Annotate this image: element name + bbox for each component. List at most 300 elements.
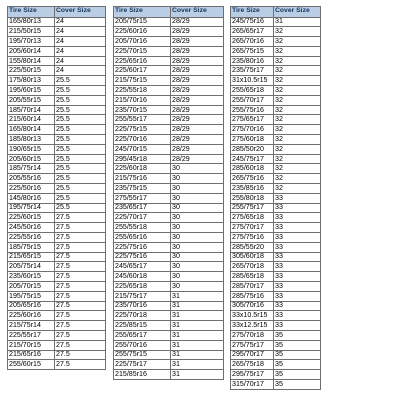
tire-size-cell: 235/75r15	[114, 184, 171, 194]
cover-size-cell: 31	[171, 360, 224, 370]
table-row	[231, 56, 321, 66]
table-row	[8, 311, 106, 321]
cover-size-cell: 32	[274, 125, 321, 135]
cover-size-cell: 30	[171, 184, 224, 194]
tire-size-cell: 245/65r17	[114, 262, 171, 272]
tire-size-cell: 195/70r13	[8, 37, 55, 47]
tire-size-cell: 225/60r18	[114, 164, 171, 174]
cover-size-cell: 28/29	[171, 56, 224, 66]
table-row	[8, 76, 106, 86]
tire-size-cell: 255/75r16	[231, 105, 274, 115]
cover-size-cell: 25.5	[55, 135, 106, 145]
table-row	[8, 17, 106, 27]
cover-size-cell: 25.5	[55, 193, 106, 203]
cover-size-cell: 27.5	[55, 252, 106, 262]
tire-size-cell: 265/70r18	[231, 262, 274, 272]
cover-size-cell: 31	[171, 370, 224, 380]
cover-size-cell: 35	[274, 370, 321, 380]
tire-size-cell: 225/85r15	[114, 321, 171, 331]
cover-size-cell: 32	[274, 37, 321, 47]
cover-size-cell: 25.5	[55, 86, 106, 96]
tire-size-cell: 265/75r18	[231, 360, 274, 370]
cover-size-cell: 31	[171, 301, 224, 311]
cover-size-cell: 30	[171, 193, 224, 203]
tire-size-cell: 205/70r15	[8, 282, 55, 292]
cover-size-cell: 25.5	[55, 95, 106, 105]
table-row	[114, 86, 224, 96]
tire-size-cell: 205/65r16	[8, 301, 55, 311]
cover-size-cell: 32	[274, 105, 321, 115]
tire-size-cell: 225/70r18	[114, 311, 171, 321]
table-row	[8, 213, 106, 223]
tire-size-cell: 235/65r17	[114, 203, 171, 213]
tire-size-cell: 205/60r14	[8, 46, 55, 56]
tire-size-cell: 235/80r16	[231, 56, 274, 66]
cover-size-cell: 33	[274, 272, 321, 282]
tire-size-cell: 215/70r16	[114, 95, 171, 105]
tire-size-cell: 285/70r17	[231, 282, 274, 292]
table-row	[114, 164, 224, 174]
table-row	[231, 27, 321, 37]
tire-size-cell: 295/45r18	[114, 154, 171, 164]
cover-size-cell: 30	[171, 252, 224, 262]
table-row	[231, 301, 321, 311]
tire-size-cell: 225/55r18	[114, 86, 171, 96]
cover-size-cell: 28/29	[171, 144, 224, 154]
cover-size-cell: 28/29	[171, 66, 224, 76]
cover-size-cell: 28/29	[171, 46, 224, 56]
tire-size-cell: 215/85r16	[114, 370, 171, 380]
cover-size-cell: 32	[274, 115, 321, 125]
table-row	[114, 331, 224, 341]
cover-size-cell: 33	[274, 242, 321, 252]
table-row	[114, 154, 224, 164]
cover-size-cell: 27.5	[55, 331, 106, 341]
cover-size-cell: 35	[274, 350, 321, 360]
table-row	[231, 282, 321, 292]
cover-size-cell: 31	[171, 291, 224, 301]
tire-size-cell: 265/70r16	[231, 37, 274, 47]
tire-size-cell: 225/75r17	[114, 360, 171, 370]
tire-size-cell: 285/65r18	[231, 272, 274, 282]
cover-size-cell: 32	[274, 135, 321, 145]
table-row	[114, 242, 224, 252]
table-row	[114, 223, 224, 233]
table-row	[231, 262, 321, 272]
cover-size-cell: 27.5	[55, 301, 106, 311]
table-row	[8, 360, 106, 370]
tire-size-cell: 245/50r16	[8, 223, 55, 233]
cover-size-cell: 27.5	[55, 291, 106, 301]
table-row	[231, 125, 321, 135]
cover-size-header: Cover Size	[274, 7, 321, 18]
cover-size-cell: 32	[274, 27, 321, 37]
tire-size-cell: 255/55r17	[114, 115, 171, 125]
tire-size-cell: 215/65r15	[8, 252, 55, 262]
tire-table-3	[230, 6, 321, 390]
table-row	[114, 262, 224, 272]
cover-size-cell: 28/29	[171, 27, 224, 37]
cover-size-cell: 30	[171, 174, 224, 184]
cover-size-cell: 33	[274, 193, 321, 203]
table-row	[8, 37, 106, 47]
table-row	[8, 223, 106, 233]
tire-size-cell: 315/70r17	[231, 379, 274, 389]
tire-size-cell: 215/75r14	[8, 321, 55, 331]
table-row	[114, 17, 224, 27]
table-row	[8, 174, 106, 184]
header-row	[114, 7, 224, 18]
table-row	[231, 154, 321, 164]
tire-size-cell: 205/75r14	[8, 262, 55, 272]
tire-size-cell: 265/75r15	[231, 46, 274, 56]
cover-size-cell: 25.5	[55, 105, 106, 115]
cover-size-cell: 28/29	[171, 105, 224, 115]
cover-size-cell: 27.5	[55, 360, 106, 370]
table-row	[231, 86, 321, 96]
tire-size-cell: 255/55r18	[114, 223, 171, 233]
tire-size-cell: 225/70r15	[114, 46, 171, 56]
tire-size-cell: 225/75r15	[114, 125, 171, 135]
cover-size-cell: 32	[274, 56, 321, 66]
tire-size-cell: 225/75r16	[114, 242, 171, 252]
table-row	[114, 76, 224, 86]
table-row	[8, 154, 106, 164]
tire-size-cell: 145/80r16	[8, 193, 55, 203]
table-row	[8, 233, 106, 243]
cover-size-cell: 32	[274, 86, 321, 96]
table-row	[8, 86, 106, 96]
table-row	[114, 272, 224, 282]
cover-size-cell: 32	[274, 154, 321, 164]
table-row	[114, 95, 224, 105]
cover-size-cell: 28/29	[171, 115, 224, 125]
table-row	[8, 350, 106, 360]
table-row	[231, 360, 321, 370]
cover-size-cell: 28/29	[171, 37, 224, 47]
cover-size-cell: 35	[274, 331, 321, 341]
tire-size-cell: 205/55r16	[8, 174, 55, 184]
cover-size-cell: 25.5	[55, 203, 106, 213]
table-row	[8, 105, 106, 115]
cover-size-cell: 28/29	[171, 95, 224, 105]
tire-size-cell: 255/70r16	[114, 340, 171, 350]
cover-size-cell: 27.5	[55, 242, 106, 252]
cover-size-cell: 32	[274, 144, 321, 154]
cover-size-cell: 30	[171, 223, 224, 233]
tire-size-cell: 255/75r17	[231, 203, 274, 213]
tire-size-cell: 255/65r17	[114, 331, 171, 341]
cover-size-cell: 35	[274, 379, 321, 389]
table-row	[8, 46, 106, 56]
cover-size-cell: 25.5	[55, 184, 106, 194]
tire-size-cell: 235/60r15	[8, 272, 55, 282]
tire-size-cell: 235/75r17	[231, 66, 274, 76]
cover-size-cell: 24	[55, 37, 106, 47]
tire-size-cell: 295/70r17	[231, 350, 274, 360]
tire-size-cell: 185/75r14	[8, 164, 55, 174]
tire-size-cell: 165/80r13	[8, 17, 55, 27]
tire-size-cell: 245/75r17	[231, 154, 274, 164]
tire-size-cell: 285/55r20	[231, 242, 274, 252]
tire-size-cell: 205/75r15	[114, 17, 171, 27]
cover-size-cell: 28/29	[171, 17, 224, 27]
tire-size-cell: 195/60r15	[8, 86, 55, 96]
tire-size-cell: 205/70r16	[114, 37, 171, 47]
cover-size-cell: 24	[55, 17, 106, 27]
cover-size-cell: 33	[274, 282, 321, 292]
tire-size-cell: 225/50r16	[8, 184, 55, 194]
table-row	[8, 262, 106, 272]
cover-size-cell: 31	[171, 321, 224, 331]
table-row	[114, 37, 224, 47]
tire-size-cell: 235/70r16	[114, 301, 171, 311]
tire-size-cell: 275/75r16	[231, 233, 274, 243]
tire-table-1	[7, 6, 106, 370]
table-row	[114, 174, 224, 184]
tire-size-cell: 225/70r16	[114, 135, 171, 145]
tire-size-cell: 245/70r15	[114, 144, 171, 154]
table-row	[231, 144, 321, 154]
cover-size-cell: 33	[274, 262, 321, 272]
cover-size-cell: 30	[171, 213, 224, 223]
header-row	[231, 7, 321, 18]
cover-size-cell: 32	[274, 164, 321, 174]
cover-size-cell: 32	[274, 184, 321, 194]
table-row	[231, 252, 321, 262]
tire-size-cell: 225/60r16	[114, 27, 171, 37]
tire-size-cell: 255/65r18	[231, 86, 274, 96]
tire-table-2	[113, 6, 224, 380]
tire-size-cell: 255/65r16	[114, 233, 171, 243]
tire-size-cell: 255/80r18	[231, 193, 274, 203]
table-row	[114, 184, 224, 194]
cover-size-cell: 25.5	[55, 154, 106, 164]
cover-size-cell: 28/29	[171, 135, 224, 145]
cover-size-cell: 27.5	[55, 321, 106, 331]
tire-size-cell: 195/75r15	[8, 291, 55, 301]
table-row	[231, 272, 321, 282]
cover-size-cell: 27.5	[55, 311, 106, 321]
tire-size-cell: 245/60r18	[114, 272, 171, 282]
table-row	[114, 213, 224, 223]
cover-size-cell: 25.5	[55, 115, 106, 125]
table-row	[114, 27, 224, 37]
cover-size-cell: 28/29	[171, 86, 224, 96]
table-row	[231, 174, 321, 184]
tire-size-cell: 225/75r16	[114, 252, 171, 262]
tire-size-cell: 255/75r15	[114, 350, 171, 360]
table-row	[231, 291, 321, 301]
table-row	[8, 242, 106, 252]
table-row	[231, 379, 321, 389]
table-row	[231, 340, 321, 350]
tire-size-header: Tire Size	[8, 7, 55, 18]
tire-size-cell: 205/55r15	[8, 95, 55, 105]
table-row	[114, 144, 224, 154]
tire-size-cell: 31x10.5r15	[231, 76, 274, 86]
tire-size-cell: 225/55r17	[8, 331, 55, 341]
tire-size-cell: 275/55r17	[114, 193, 171, 203]
tire-size-cell: 225/60r16	[8, 311, 55, 321]
cover-size-cell: 31	[171, 350, 224, 360]
table-row	[114, 193, 224, 203]
tire-size-cell: 225/60r15	[8, 213, 55, 223]
cover-size-cell: 33	[274, 301, 321, 311]
table-row	[231, 203, 321, 213]
cover-size-cell: 33	[274, 321, 321, 331]
tire-size-cell: 255/60r15	[8, 360, 55, 370]
tire-size-cell: 285/60r18	[231, 164, 274, 174]
tire-size-cell: 255/70r17	[231, 95, 274, 105]
table-row	[114, 282, 224, 292]
table-row	[231, 46, 321, 56]
table-row	[8, 135, 106, 145]
cover-size-cell: 31	[171, 311, 224, 321]
tire-size-cell: 225/65r18	[114, 282, 171, 292]
cover-size-cell: 28/29	[171, 125, 224, 135]
table-row	[8, 321, 106, 331]
cover-size-cell: 30	[171, 233, 224, 243]
tire-size-cell: 285/50r20	[231, 144, 274, 154]
cover-size-cell: 24	[55, 46, 106, 56]
table-row	[231, 105, 321, 115]
cover-size-cell: 27.5	[55, 223, 106, 233]
table-row	[8, 291, 106, 301]
tire-size-cell: 275/65r17	[231, 115, 274, 125]
cover-size-cell: 35	[274, 340, 321, 350]
table-row	[114, 66, 224, 76]
table-row	[231, 184, 321, 194]
tire-size-cell: 215/50r15	[8, 27, 55, 37]
table-row	[231, 242, 321, 252]
tire-size-cell: 215/60r14	[8, 115, 55, 125]
cover-size-cell: 33	[274, 203, 321, 213]
table-row	[114, 125, 224, 135]
table-row	[114, 203, 224, 213]
cover-size-header: Cover Size	[55, 7, 106, 18]
table-row	[114, 46, 224, 56]
table-row	[114, 321, 224, 331]
table-row	[114, 301, 224, 311]
tire-size-cell: 33x10.5r15	[231, 311, 274, 321]
table-row	[114, 340, 224, 350]
cover-size-cell: 33	[274, 311, 321, 321]
cover-size-cell: 27.5	[55, 272, 106, 282]
table-row	[8, 56, 106, 66]
table-row	[114, 56, 224, 66]
cover-size-cell: 30	[171, 203, 224, 213]
table-row	[114, 350, 224, 360]
tire-size-cell: 265/75r16	[231, 174, 274, 184]
cover-size-cell: 32	[274, 95, 321, 105]
cover-size-cell: 30	[171, 282, 224, 292]
tire-size-cell: 225/55r16	[8, 233, 55, 243]
tire-size-cell: 275/75r17	[231, 340, 274, 350]
table-row	[114, 135, 224, 145]
cover-size-cell: 27.5	[55, 233, 106, 243]
tire-size-cell: 235/85r16	[231, 184, 274, 194]
table-row	[8, 193, 106, 203]
table-row	[8, 95, 106, 105]
cover-size-cell: 33	[274, 291, 321, 301]
tire-size-cell: 225/65r16	[114, 56, 171, 66]
cover-size-cell: 32	[274, 76, 321, 86]
tire-size-cell: 155/80r14	[8, 56, 55, 66]
table-row	[8, 340, 106, 350]
cover-size-cell: 25.5	[55, 164, 106, 174]
tire-size-cell: 235/70r15	[114, 105, 171, 115]
cover-size-cell: 24	[55, 66, 106, 76]
cover-size-cell: 30	[171, 164, 224, 174]
cover-size-cell: 27.5	[55, 340, 106, 350]
table-row	[231, 213, 321, 223]
tire-size-header: Tire Size	[231, 7, 274, 18]
cover-size-cell: 25.5	[55, 174, 106, 184]
table-row	[8, 282, 106, 292]
table-row	[8, 272, 106, 282]
tire-size-cell: 275/65r18	[231, 213, 274, 223]
tire-size-cell: 195/75r14	[8, 203, 55, 213]
cover-size-cell: 30	[171, 262, 224, 272]
tire-size-cell: 225/60r17	[114, 66, 171, 76]
table-row	[231, 115, 321, 125]
cover-size-cell: 24	[55, 56, 106, 66]
table-row	[231, 164, 321, 174]
cover-size-cell: 25.5	[55, 144, 106, 154]
cover-size-cell: 35	[274, 360, 321, 370]
table-row	[8, 164, 106, 174]
table-row	[231, 17, 321, 27]
tire-size-header: Tire Size	[114, 7, 171, 18]
table-row	[231, 95, 321, 105]
cover-size-cell: 27.5	[55, 282, 106, 292]
table-row	[231, 76, 321, 86]
table-row	[114, 311, 224, 321]
cover-size-cell: 25.5	[55, 76, 106, 86]
table-row	[114, 252, 224, 262]
table-row	[114, 291, 224, 301]
cover-size-cell: 33	[274, 233, 321, 243]
cover-size-cell: 27.5	[55, 262, 106, 272]
cover-size-cell: 31	[171, 340, 224, 350]
table-row	[114, 233, 224, 243]
cover-size-cell: 30	[171, 242, 224, 252]
tire-size-cell: 305/70r16	[231, 301, 274, 311]
tire-size-cell: 275/70r17	[231, 223, 274, 233]
table-row	[114, 105, 224, 115]
tire-size-cell: 185/70r14	[8, 105, 55, 115]
cover-size-cell: 24	[55, 27, 106, 37]
tire-size-cell: 165/80r14	[8, 125, 55, 135]
tire-size-cell: 185/75r15	[8, 242, 55, 252]
cover-size-cell: 27.5	[55, 350, 106, 360]
tire-size-cell: 185/80r13	[8, 135, 55, 145]
tire-size-cell: 215/65r16	[8, 350, 55, 360]
tire-size-cell: 275/70r16	[231, 125, 274, 135]
table-row	[8, 203, 106, 213]
tire-size-cell: 295/75r17	[231, 370, 274, 380]
cover-size-cell: 31	[274, 17, 321, 27]
table-row	[8, 301, 106, 311]
tire-size-cell: 225/70r17	[114, 213, 171, 223]
table-row	[231, 66, 321, 76]
table-row	[231, 331, 321, 341]
tire-size-cell: 245/75r16	[231, 17, 274, 27]
cover-size-cell: 33	[274, 213, 321, 223]
table-row	[231, 37, 321, 47]
table-row	[231, 311, 321, 321]
